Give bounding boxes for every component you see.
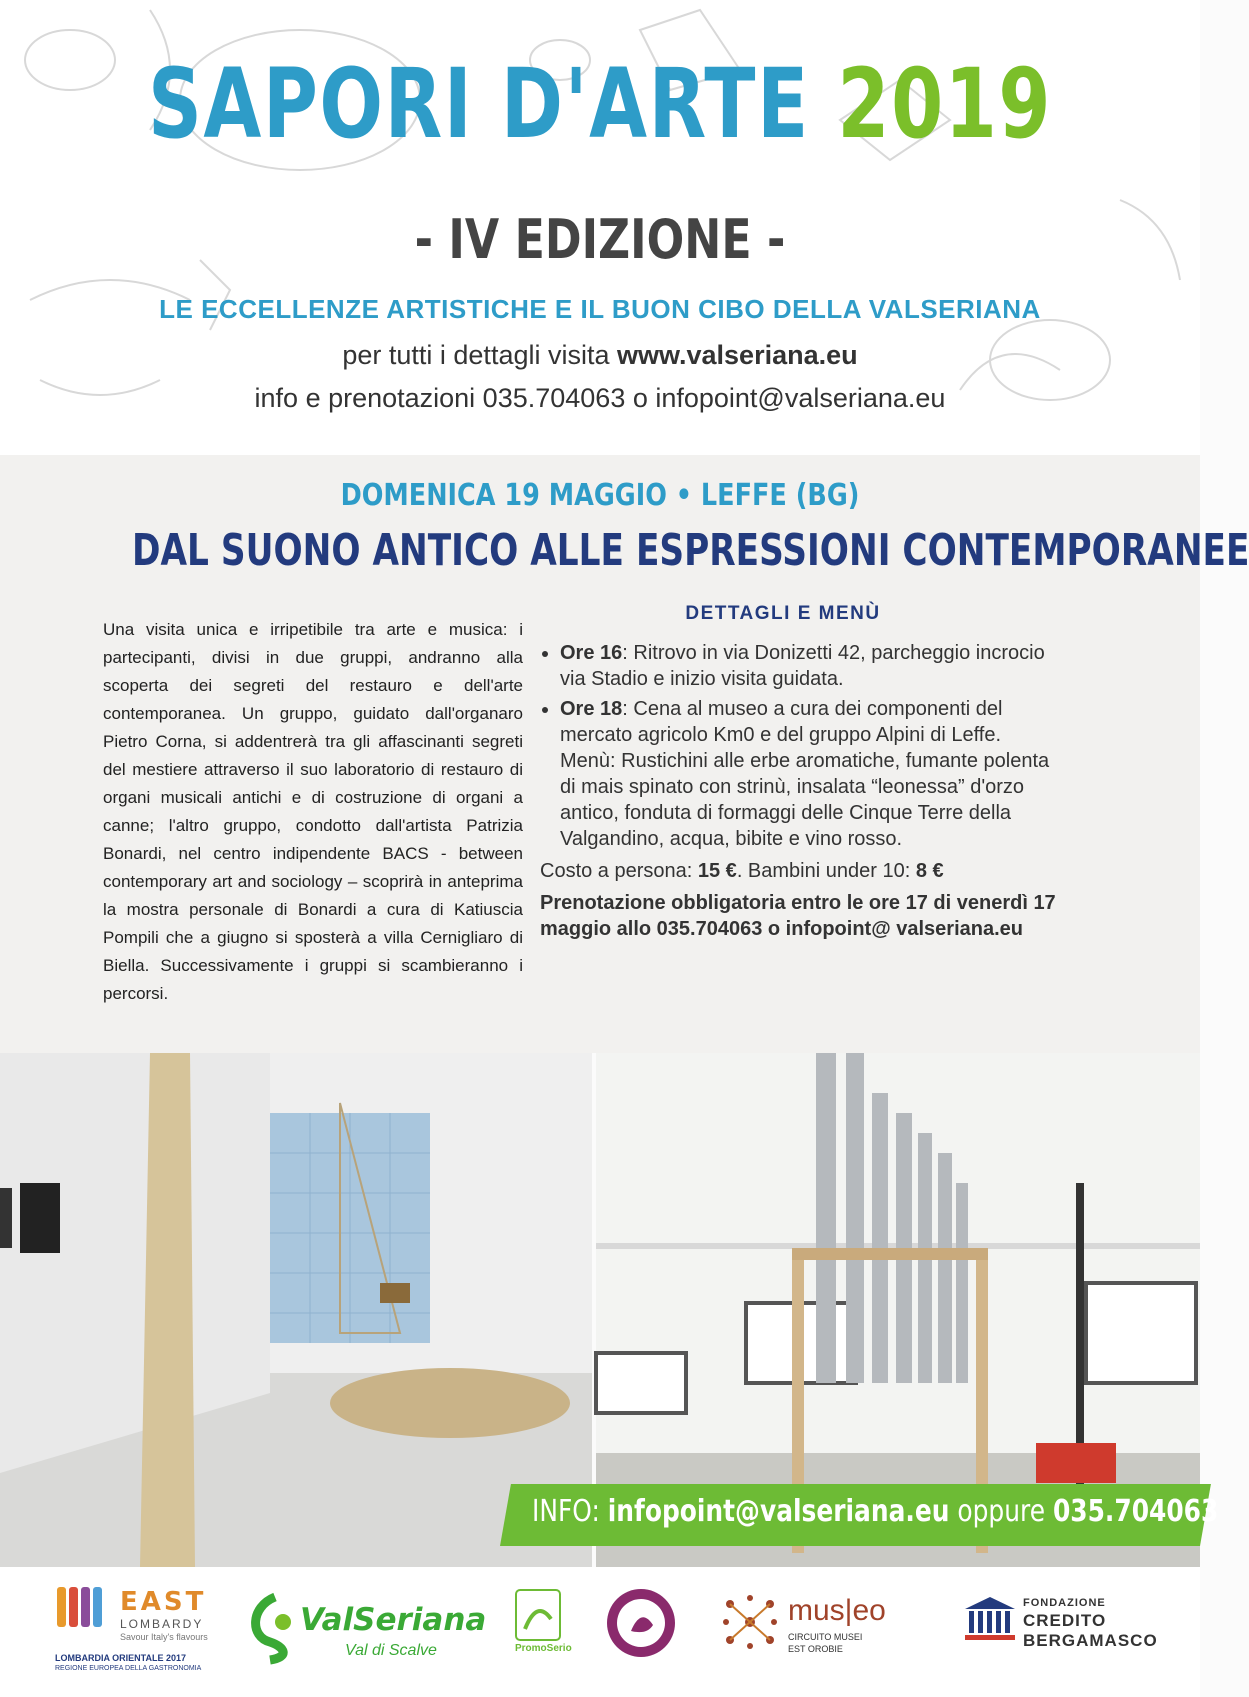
event-headline: DAL SUONO ANTICO ALLE ESPRESSIONI CONTEMPORANEE [132, 525, 1249, 576]
east-lombardy-logo [55, 1587, 220, 1687]
details-heading: DETTAGLI E MENÙ [685, 603, 881, 624]
visit-url-link[interactable]: www.valseriana.eu [617, 340, 858, 370]
cost-children: 8 € [915, 860, 944, 882]
sponsor-logos-footer [0, 1567, 1200, 1697]
museo-sub2: EST OROBIE [788, 1644, 843, 1654]
sapori-seriani-logo [605, 1587, 677, 1659]
schedule-time: Ore 16 [560, 642, 623, 664]
cost-children-label: . Bambini under 10: [736, 860, 916, 882]
cost-line [540, 858, 1060, 884]
cost-label: Costo a persona: [540, 860, 698, 882]
lombardy-tagline: Savour Italy's flavours [120, 1632, 208, 1642]
temple-icon [965, 1597, 1015, 1641]
title-year: 2019 [837, 48, 1053, 160]
lombardy-text: LOMBARDY [120, 1617, 204, 1631]
east-text: EAST [120, 1587, 207, 1617]
edition-label: - IV EDIZIONE - [414, 208, 786, 271]
valseriana-text: ValSeriana [300, 1602, 487, 1638]
valdiscalve-text: Val di Scalve [345, 1642, 437, 1659]
sapori-seriani-seal [605, 1587, 677, 1659]
schedule-item [560, 640, 1060, 692]
info-bar [532, 1494, 1219, 1529]
visit-prefix: per tutti i dettagli visita [342, 340, 617, 370]
booking-note: Prenotazione obbligatoria entro le ore 17 di venerdì 17 maggio allo 035.704063 o infopoint@ valseriana.eu [540, 892, 1056, 940]
info-prefix: INFO: [532, 1494, 608, 1529]
museo-text: mus|eo [788, 1594, 886, 1627]
info-phone[interactable]: 035.704063 [1052, 1494, 1219, 1529]
promoserio-logo [515, 1589, 575, 1679]
schedule-time: Ore 18 [560, 698, 623, 720]
event-date-place: DOMENICA 19 MAGGIO • LEFFE (BG) [340, 478, 860, 513]
museo-logo [720, 1592, 910, 1672]
valseriana-logo [245, 1592, 485, 1672]
info-mid: oppure [949, 1494, 1053, 1529]
gallery-photo [0, 1053, 592, 1567]
lombardy-region-text: LOMBARDIA ORIENTALE 2017 [55, 1653, 187, 1663]
bergamasco-text: BERGAMASCO [1023, 1631, 1158, 1650]
tagline: LE ECCELLENZE ARTISTICHE E IL BUON CIBO DELLA VALSERIANA [159, 294, 1041, 324]
museo-sub: CIRCUITO MUSEI [788, 1632, 863, 1642]
event-title [132, 48, 1068, 160]
visit-line [0, 340, 1200, 371]
schedule-text: : Cena al museo a cura dei componenti del mercato agricolo Km0 e del gruppo Alpini di Leffe. Menù: Rustichini alle erbe aromatiche, fumante polenta di mais spinato con strinù, insalata “leonessa” d'orzo antico, fonduta di formaggi delle Cinque Terre della Valgandino, acqua, bibite e vino rosso. [560, 698, 1050, 850]
museo-network-icon [720, 1592, 780, 1652]
event-description: Una visita unica e irripetibile tra arte e musica: i partecipanti, divisi in due gruppi, andranno alla scoperta dei segreti del restauro e dell'arte contemporanea. Un gruppo, guidato dall'organaro Pietro Corna, si addentrerà tra gli affascinanti segreti del mestiere attraverso il suo laboratorio di restauro di organi musicali antichi e di costruzione di organi a canne; l'altro gruppo, condotto dall'artista Patrizia Bonardi, nel centro indipendente BACS - between contemporary art and sociology – scoprirà in anteprima la mostra personale di Bonardi a cura di Katiuscia Pompili che a giugno si sposterà a villa Cernigliaro di Biella. Successivamente i gruppi si scambieranno i percorsi. [103, 620, 523, 1003]
info-email-link[interactable]: infopoint@valseriana.eu [607, 1494, 950, 1529]
details-column [540, 640, 1060, 942]
lombardy-region-sub: REGIONE EUROPEA DELLA GASTRONOMIA [55, 1665, 202, 1672]
schedule-list [540, 640, 1060, 852]
schedule-item [560, 696, 1060, 852]
fondazione-text: FONDAZIONE [1023, 1597, 1106, 1609]
fondazione-credito-bergamasco-logo [965, 1597, 1158, 1667]
credito-text: CREDITO [1023, 1611, 1107, 1630]
cost-adult: 15 € [697, 860, 737, 882]
cutlery-icon [55, 1587, 115, 1632]
hero-header [0, 0, 1200, 455]
promoserio-text: PromoSerio [515, 1643, 572, 1654]
booking-contact-line: info e prenotazioni 035.704063 o infopoint@valseriana.eu [254, 383, 946, 413]
schedule-text: : Ritrovo in via Donizetti 42, parcheggio incrocio via Stadio e inizio visita guidata. [560, 642, 1045, 690]
valseriana-swirl-icon [245, 1592, 300, 1662]
title-main: SAPORI D'ARTE [147, 48, 810, 160]
promoserio-icon [515, 1589, 561, 1641]
